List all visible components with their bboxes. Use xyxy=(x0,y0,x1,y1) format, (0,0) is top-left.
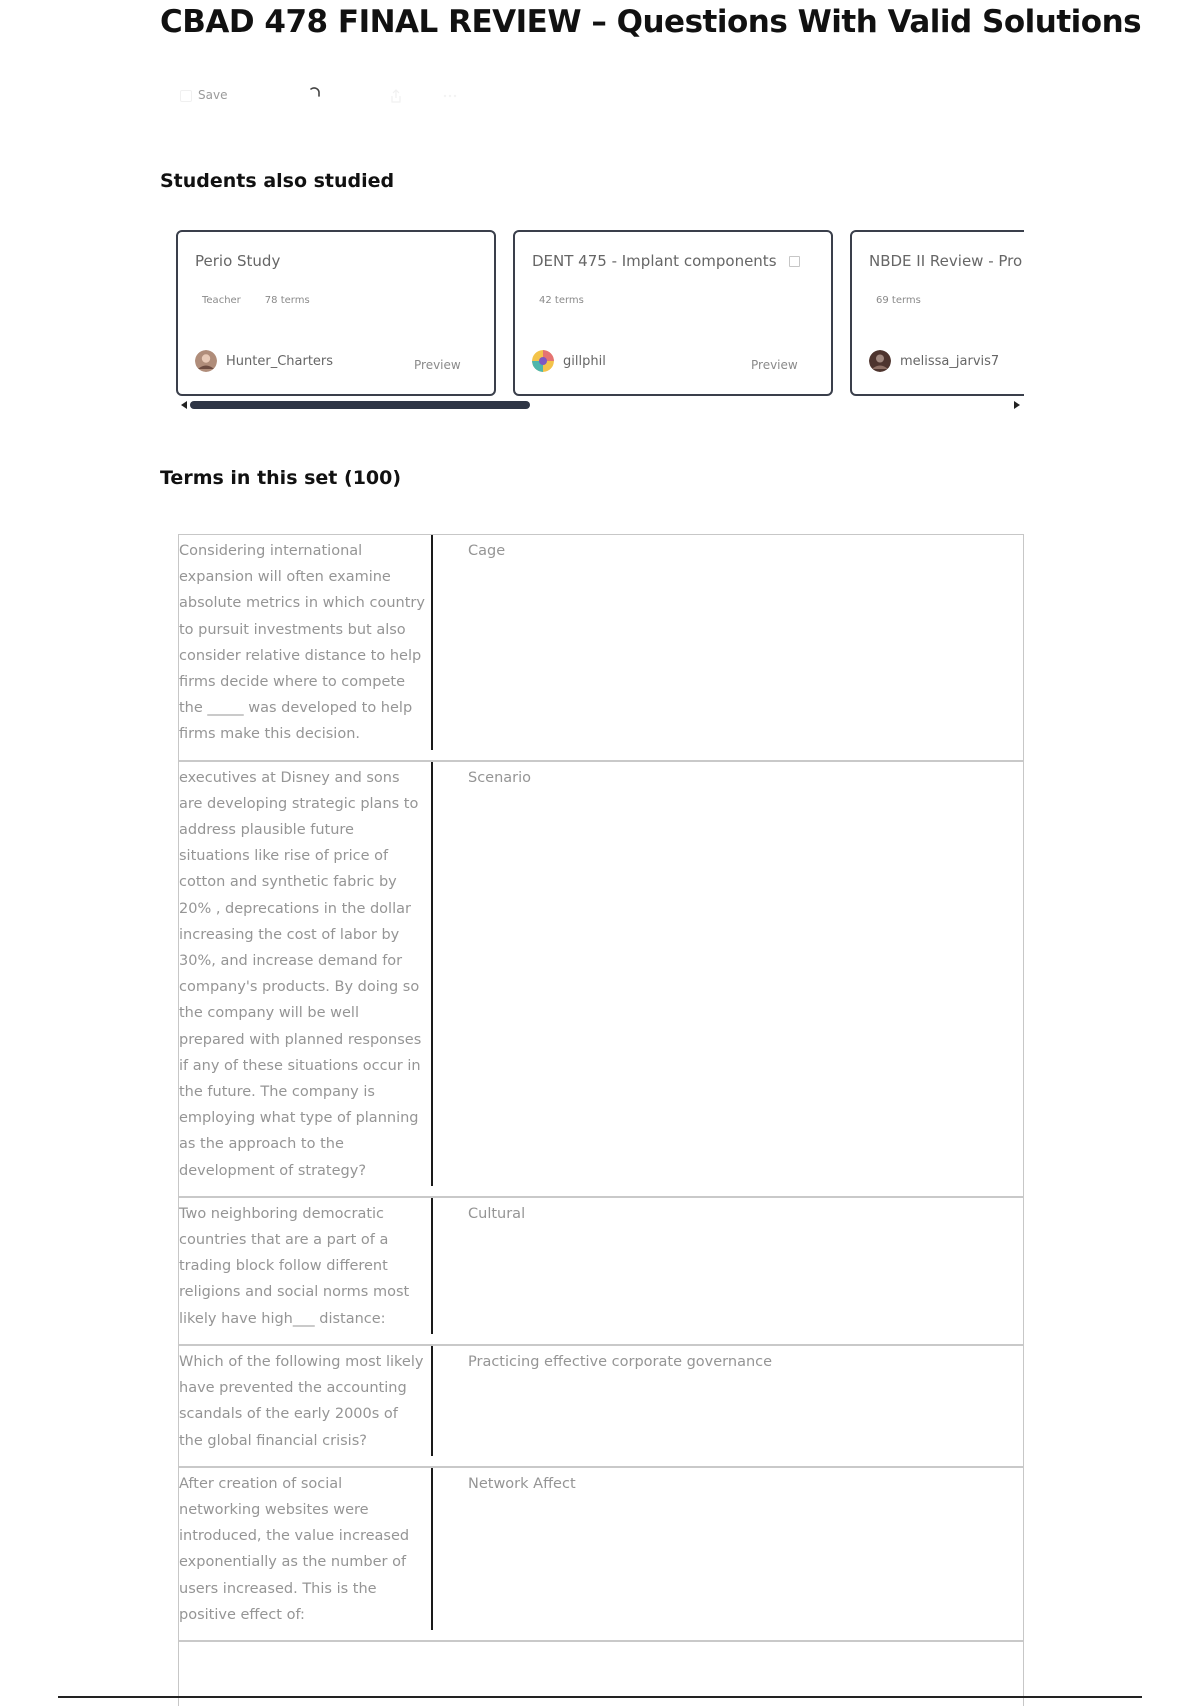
card-title-text: Perio Study xyxy=(195,252,281,270)
definition-text: Practicing effective corporate governance xyxy=(468,1353,773,1370)
avatar xyxy=(532,350,554,372)
term-row[interactable] xyxy=(179,535,1023,762)
preview-button[interactable]: Preview xyxy=(414,358,461,372)
more-options-icon[interactable] xyxy=(442,88,458,104)
term-text: Two neighboring democratic countries that are a part of a trading block follow different religions and social norms most likely have high___ distance: xyxy=(179,1198,433,1334)
card-terms-count: 78 terms xyxy=(264,295,310,306)
card-terms-count: 69 terms xyxy=(876,295,921,306)
bookmark-icon xyxy=(180,90,192,102)
carousel-viewport xyxy=(176,230,1024,402)
share-icon[interactable] xyxy=(388,88,404,104)
card-meta xyxy=(539,295,584,306)
term-row[interactable] xyxy=(179,762,1023,1198)
loading-spinner-icon xyxy=(308,86,322,100)
term-text: Which of the following most likely have prevented the accounting scandals of the early 2000s of the global financial crisis? xyxy=(179,1346,433,1456)
term-text: Considering international expansion will often examine absolute metrics in which country to pursuit investments but also consider relative distance to help firms decide where to compete the _____ was developed to help firms make this decision. xyxy=(179,535,433,750)
term-row[interactable] xyxy=(179,1198,1023,1346)
term-row[interactable] xyxy=(179,1468,1023,1642)
study-set-card[interactable] xyxy=(176,230,496,396)
scroll-left-icon[interactable] xyxy=(181,401,187,409)
scrollbar-thumb[interactable] xyxy=(190,401,530,409)
card-meta xyxy=(202,295,310,306)
definition-text: Cultural xyxy=(468,1205,526,1222)
avatar xyxy=(195,350,217,372)
definition-text: Network Affect xyxy=(468,1475,576,1492)
terms-table xyxy=(178,534,1024,1706)
study-set-card[interactable] xyxy=(850,230,1024,396)
card-meta xyxy=(876,295,921,306)
card-terms-count: 42 terms xyxy=(539,295,584,306)
study-set-carousel xyxy=(176,230,1024,415)
card-username: Hunter_Charters xyxy=(226,353,334,369)
save-button[interactable] xyxy=(180,88,227,102)
page-title: CBAD 478 FINAL REVIEW – Questions With Valid Solutions xyxy=(160,4,1142,40)
card-author[interactable] xyxy=(195,350,333,372)
card-username: gillphil xyxy=(563,353,606,369)
carousel-scrollbar[interactable] xyxy=(190,403,1010,408)
image-icon xyxy=(789,256,800,267)
card-username: melissa_jarvis7 xyxy=(900,353,1000,369)
card-title xyxy=(869,252,1022,270)
term-text: executives at Disney and sons are developing strategic plans to address plausible future situations like rise of price of cotton and synthetic fabric by 20% , deprecations in the dollar increasing the cost of labor by 30%, and increase demand for company's products. By doing so the company will be well prepared with planned responses if any of these situations occur in the future. The company is employing what type of planning as the approach to the development of strategy? xyxy=(179,762,433,1186)
scroll-right-icon[interactable] xyxy=(1014,401,1020,409)
card-title xyxy=(532,252,800,270)
card-author[interactable] xyxy=(869,350,999,372)
definition-text: Cage xyxy=(468,543,506,559)
avatar xyxy=(869,350,891,372)
card-title-text: DENT 475 - Implant components xyxy=(532,252,777,270)
toolbar xyxy=(180,86,480,112)
students-also-studied-heading: Students also studied xyxy=(160,170,395,192)
study-set-card[interactable] xyxy=(513,230,833,396)
term-row[interactable] xyxy=(179,1346,1023,1468)
card-title xyxy=(195,252,280,270)
save-label: Save xyxy=(198,88,228,102)
card-role: Teacher xyxy=(202,295,241,306)
terms-heading: Terms in this set (100) xyxy=(160,467,402,489)
term-text: After creation of social networking websites were introduced, the value increased exponentially as the number of users increased. This is the positive effect of: xyxy=(179,1468,433,1630)
card-title-text: NBDE II Review - Pro xyxy=(869,252,1023,270)
page-bottom-divider xyxy=(58,1696,1142,1698)
preview-button[interactable]: Preview xyxy=(751,358,798,372)
definition-text: Scenario xyxy=(468,769,532,786)
card-author[interactable] xyxy=(532,350,606,372)
